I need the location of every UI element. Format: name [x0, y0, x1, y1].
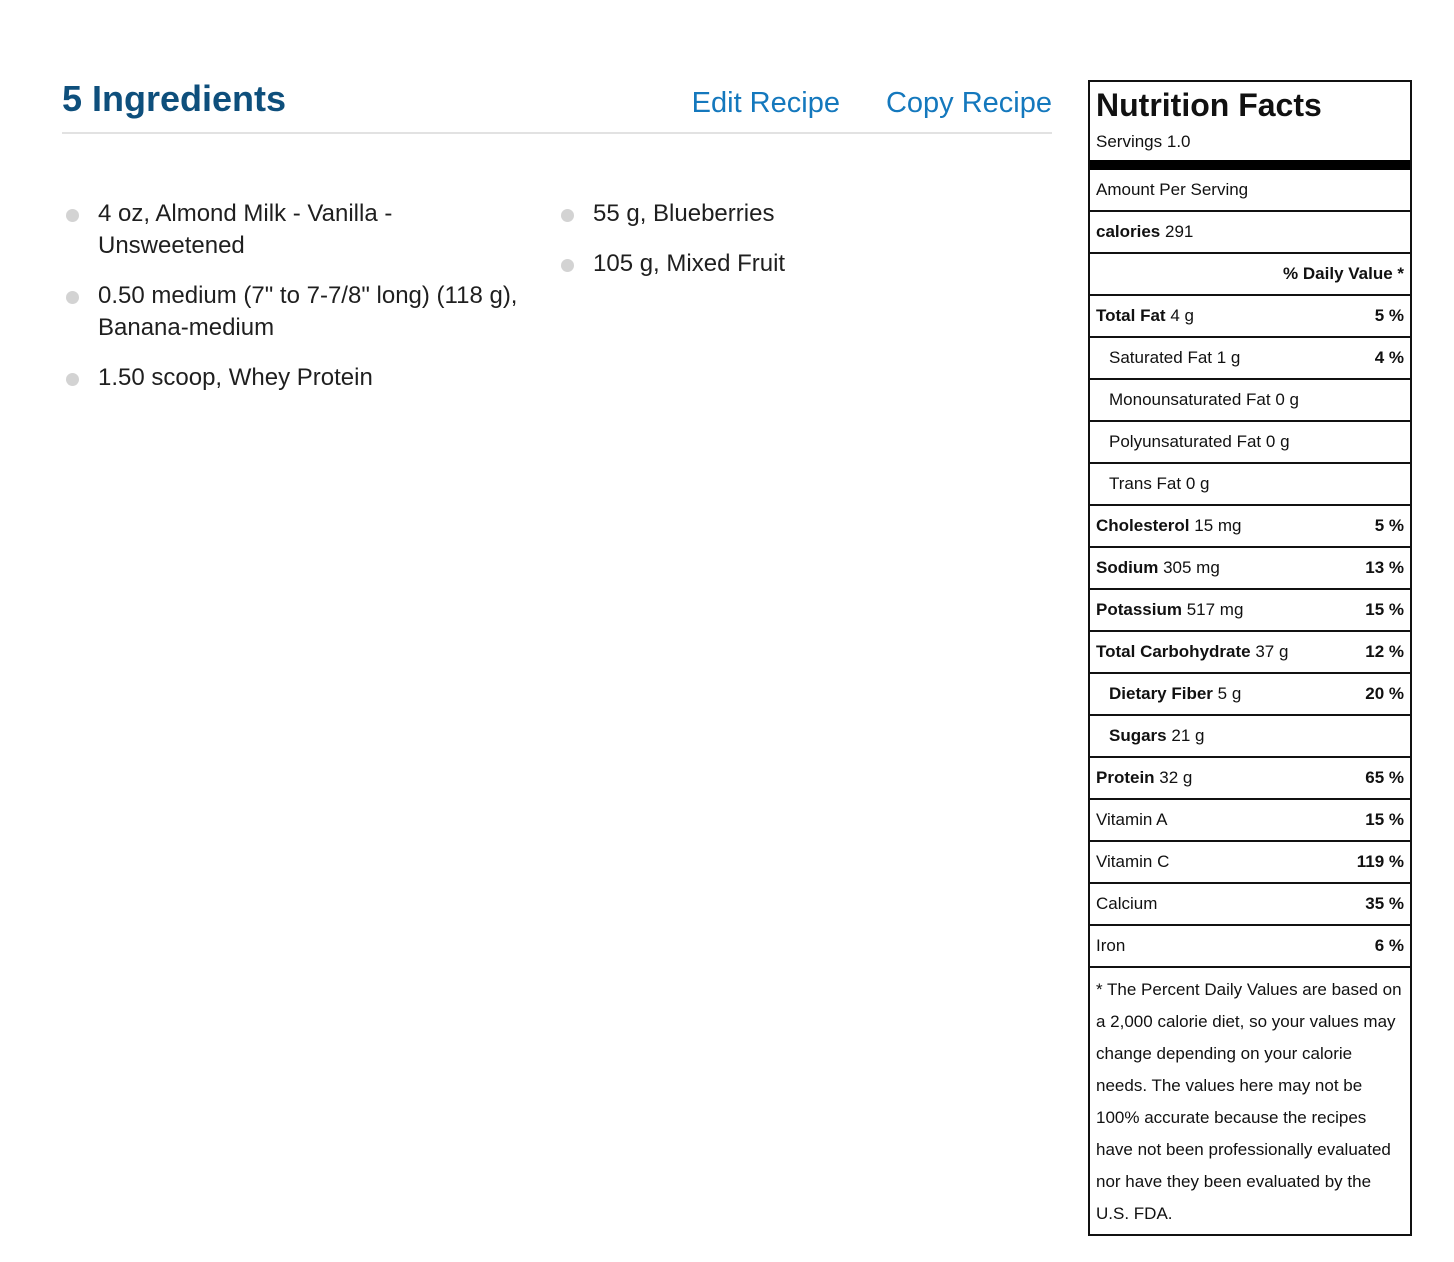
calories-label: calories	[1096, 222, 1161, 241]
nutrient-row-saturated-fat	[1090, 338, 1410, 380]
nutrient-row-dietary-fiber	[1090, 674, 1410, 716]
amount-per-serving-label: Amount Per Serving	[1096, 180, 1249, 199]
nutrient-label-text	[1096, 516, 1242, 536]
copy-recipe-link[interactable]: Copy Recipe	[885, 87, 1052, 119]
nutrition-facts-panel	[1088, 80, 1412, 1236]
nutrient-name: Sodium	[1096, 558, 1159, 577]
nutrient-name: Saturated Fat	[1109, 348, 1213, 367]
nutrient-label-text	[1096, 642, 1288, 662]
nutrient-name: Total Carbohydrate	[1096, 642, 1251, 661]
nutrition-facts-title: Nutrition Facts	[1096, 87, 1322, 123]
nutrient-row-sugars	[1090, 716, 1410, 758]
nutrient-amount: 21 g	[1171, 726, 1205, 745]
nutrient-row-polyunsaturated-fat	[1090, 422, 1410, 464]
ingredient-list-left	[62, 198, 557, 412]
nutrient-name: Calcium	[1096, 894, 1158, 913]
ingredient-item: 55 g, Blueberries	[557, 198, 1052, 230]
nutrient-name: Vitamin C	[1096, 852, 1170, 871]
nutrient-label-text	[1109, 474, 1209, 494]
nutrient-amount: 0 g	[1185, 474, 1210, 493]
amount-per-serving-row	[1090, 170, 1410, 212]
nutrient-daily-value: 20 %	[1365, 684, 1404, 703]
daily-value-header-row	[1090, 254, 1410, 296]
nutrient-amount: 37 g	[1255, 642, 1289, 661]
nutrient-row-sodium	[1090, 548, 1410, 590]
nutrient-row-total-carbohydrate	[1090, 632, 1410, 674]
nutrient-daily-value: 13 %	[1365, 558, 1404, 577]
nutrient-name: Trans Fat	[1109, 474, 1182, 493]
nutrient-daily-value: 15 %	[1365, 810, 1404, 829]
nutrient-row-protein	[1090, 758, 1410, 800]
edit-recipe-link[interactable]: Edit Recipe	[691, 87, 840, 119]
nutrient-name: Iron	[1096, 936, 1126, 955]
ingredient-item: 4 oz, Almond Milk - Vanilla - Unsweetened	[62, 198, 557, 262]
nutrient-name: Polyunsaturated Fat	[1109, 432, 1262, 451]
nutrient-row-cholesterol	[1090, 506, 1410, 548]
nutrient-amount: 15 mg	[1194, 516, 1242, 535]
nutrient-label-text	[1096, 558, 1220, 578]
nutrient-amount: 1 g	[1216, 348, 1241, 367]
ingredient-item: 1.50 scoop, Whey Protein	[62, 362, 557, 394]
nutrient-row-total-fat	[1090, 296, 1410, 338]
nutrient-row-calcium	[1090, 884, 1410, 926]
nutrient-label-text	[1109, 348, 1240, 368]
nutrient-name: Cholesterol	[1096, 516, 1190, 535]
nutrient-row-iron	[1090, 926, 1410, 968]
nutrient-row-vitamin-a	[1090, 800, 1410, 842]
nutrient-daily-value: 4 %	[1374, 348, 1404, 367]
ingredient-item: 0.50 medium (7" to 7-7/8" long) (118 g), Banana-medium	[62, 280, 557, 344]
ingredient-columns	[62, 198, 1052, 412]
nutrient-daily-value: 35 %	[1365, 894, 1404, 913]
nutrient-name: Potassium	[1096, 600, 1182, 619]
ingredients-section	[62, 78, 1052, 412]
nutrition-facts-header	[1090, 82, 1410, 170]
nutrient-amount: 517 mg	[1186, 600, 1244, 619]
nutrient-row-monounsaturated-fat	[1090, 380, 1410, 422]
nutrient-row-potassium	[1090, 590, 1410, 632]
nutrient-row-trans-fat	[1090, 464, 1410, 506]
nutrient-daily-value: 119 %	[1356, 852, 1404, 871]
daily-value-footnote: * The Percent Daily Values are based on a 2,000 calorie diet, so your values may change depending on your calorie needs. The values here may not be 100% accurate because the recipes have not been professionally evaluated nor have they been evaluated by the U.S. FDA.	[1096, 980, 1402, 1223]
nutrient-daily-value: 65 %	[1365, 768, 1404, 787]
nutrient-label-text	[1109, 390, 1299, 410]
ingredient-list-right	[557, 198, 1052, 412]
recipe-actions	[692, 87, 1052, 120]
servings-text: Servings 1.0	[1096, 132, 1191, 151]
nutrient-amount: 305 mg	[1163, 558, 1220, 577]
daily-value-header: % Daily Value *	[1283, 264, 1404, 283]
nutrient-daily-value: 5 %	[1374, 306, 1404, 325]
nutrient-amount: 5 g	[1217, 684, 1242, 703]
nutrient-daily-value: 6 %	[1374, 936, 1404, 955]
ingredient-item: 105 g, Mixed Fruit	[557, 248, 1052, 280]
nutrient-row-vitamin-c	[1090, 842, 1410, 884]
nutrient-label-text	[1096, 306, 1194, 326]
nutrient-name: Monounsaturated Fat	[1109, 390, 1271, 409]
nutrient-amount: 4 g	[1170, 306, 1194, 325]
nutrient-label-text	[1109, 684, 1241, 704]
nutrient-name: Protein	[1096, 768, 1155, 787]
nutrient-label-text	[1096, 600, 1243, 620]
nutrient-daily-value: 15 %	[1365, 600, 1404, 619]
nutrient-name: Sugars	[1109, 726, 1167, 745]
nutrient-label-text	[1109, 432, 1290, 452]
nutrient-daily-value: 5 %	[1374, 516, 1404, 535]
ingredients-title: 5 Ingredients	[62, 78, 287, 119]
nutrient-amount: 0 g	[1275, 390, 1299, 409]
nutrient-amount: 0 g	[1265, 432, 1290, 451]
nutrient-name: Vitamin A	[1096, 810, 1168, 829]
calories-value: 291	[1165, 222, 1194, 241]
nutrient-label-text	[1096, 768, 1192, 788]
nutrient-label-text	[1109, 726, 1204, 746]
calories-row	[1090, 212, 1410, 254]
nutrient-amount: 32 g	[1159, 768, 1193, 787]
nutrient-name: Dietary Fiber	[1109, 684, 1213, 703]
nutrient-name: Total Fat	[1096, 306, 1166, 325]
nutrient-daily-value: 12 %	[1365, 642, 1404, 661]
ingredients-header	[62, 78, 1052, 134]
calories-text	[1096, 222, 1193, 242]
